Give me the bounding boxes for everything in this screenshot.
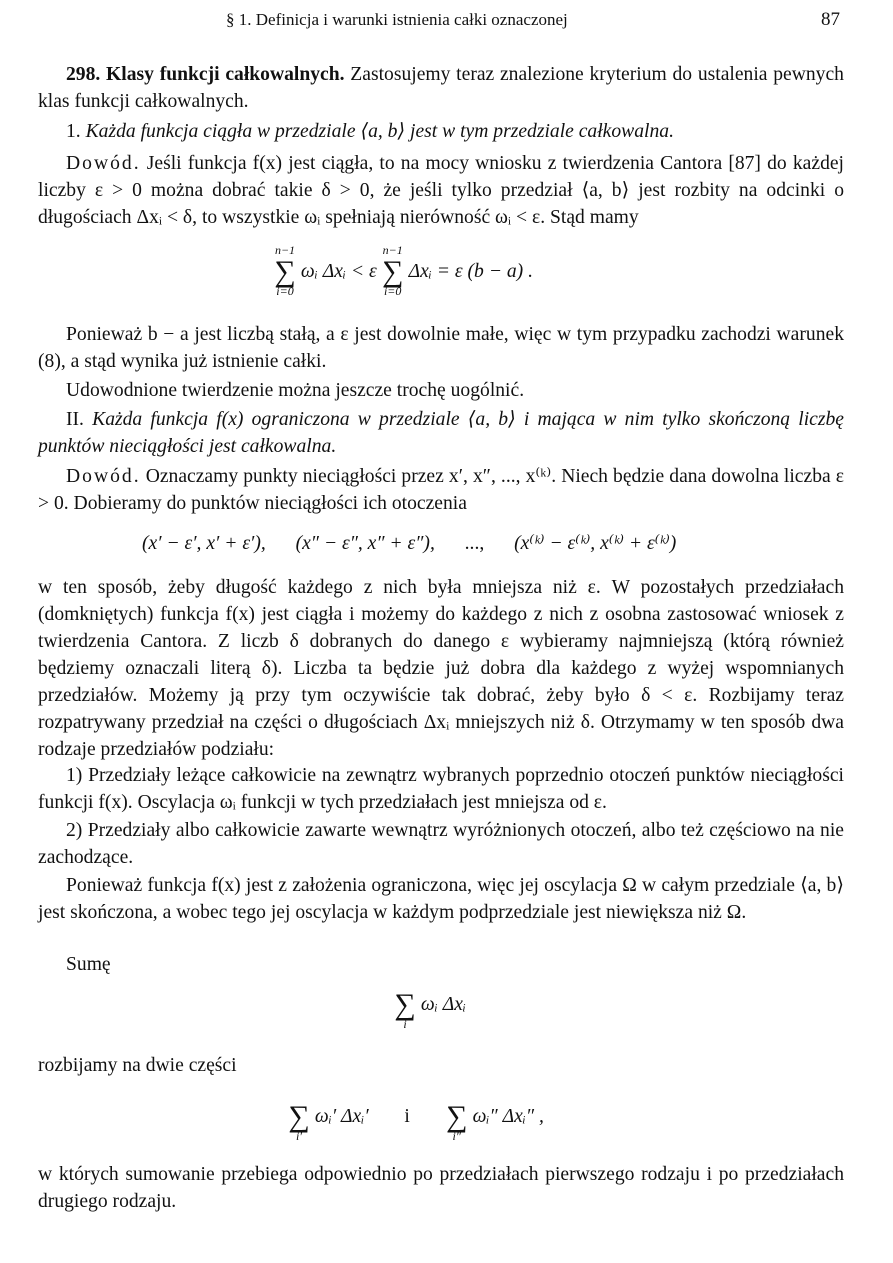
equation-2: [142, 530, 676, 557]
running-header: [38, 6, 844, 34]
equation-4-term2: ωᵢ″ Δxᵢ″ ,: [472, 1106, 544, 1127]
header-title: § 1. Definicja i warunki istnienia całki oznaczonej: [226, 10, 568, 29]
theorem-2-number: II.: [66, 409, 84, 430]
list-item-2: 2) Przedziały albo całkowicie zawarte wewnątrz wyróżnionych otoczeń, albo też częściowo na nie zachodzące.: [38, 820, 844, 868]
paragraph-split: rozbijamy na dwie części: [38, 1055, 237, 1076]
theorem-2: [38, 406, 844, 460]
theorem-2-text: Każda funkcja f(x) ograniczona w przedziale ⟨a, b⟩ i mająca w nim tylko skończoną liczbę punktów nieciągłości jest całkowalna.: [38, 409, 844, 457]
equation-1-term2: Δxᵢ = ε (b − a) .: [408, 261, 533, 282]
neighborhood-1: (x′ − ε′, x′ + ε′),: [142, 533, 266, 554]
sum-symbol: ∑ i: [394, 988, 416, 1031]
equation-4: [288, 1100, 544, 1143]
neighborhood-dots: ...,: [464, 533, 485, 554]
theorem-1: [38, 118, 844, 145]
book-page: [38, 6, 845, 1212]
section-intro-text: Zastosujemy teraz znalezione kryterium do ustalenia pewnych klas funkcji całkowalnych.: [38, 64, 844, 112]
paragraph-generalize: Udowodnione twierdzenie można jeszcze trochę uogólnić.: [66, 380, 525, 401]
sum-symbol: ∑ i′: [288, 1100, 310, 1143]
theorem-1-text: Każda funkcja ciągła w przedziale ⟨a, b⟩ jest w tym przedziale całkowalna.: [85, 121, 674, 142]
proof-1-text: Jeśli funkcja f(x) jest ciągła, to na mocy wniosku z twierdzenia Cantora [87] do każdej liczby ε > 0 można dobrać takie δ > 0, że jeśli tylko przedział ⟨a, b⟩ jest rozbity na odcinki o długościach Δxᵢ < δ, to wszystkie ωᵢ spełniają nierówność ωᵢ < ε. Stąd mamy: [38, 153, 845, 228]
paragraph-bounded: Ponieważ funkcja f(x) jest z założenia ograniczona, więc jej oscylacja Ω w całym przedziale ⟨a, b⟩ jest skończona, a wobec tego jej oscylacja w każdym podprzedziale jest niewiększa niż Ω.: [38, 875, 844, 923]
equation-1-term1: ωᵢ Δxᵢ < ε: [300, 261, 377, 282]
proof-1: [38, 150, 844, 231]
paragraph-long: w ten sposób, żeby długość każdego z nich była mniejsza niż ε. W pozostałych przedziałach (domkniętych) funkcja f(x) jest ciągła i możemy do każdego z nich z osobna zastosować wniosek z twierdzenia Cantora. Z liczb δ dobranych do danego ε wybieramy najmniejszą (którą również będziemy oznaczali literą δ). Liczba ta będzie już dobra dla każdego z wyżej wspomnianych przedziałów. Możemy ją przy tym oczywiście tak dobrać, żeby było δ < ε. Rozbijamy teraz rozpatrywany przedział na części o długościach Δxᵢ mniejszych niż δ. Otrzymamy w ten sposób dwa rodzaje przedziałów podziału:: [38, 577, 844, 760]
section-number: 298.: [66, 64, 101, 85]
neighborhood-2: (x″ − ε″, x″ + ε″),: [295, 533, 435, 554]
equation-3: [394, 988, 467, 1031]
paragraph-sum: Sumę: [66, 954, 111, 975]
sum-symbol: ∑ n−1 i=0: [381, 243, 404, 298]
equation-4-conjunction: i: [404, 1106, 410, 1127]
proof-2: [38, 463, 844, 517]
sum-symbol: ∑ i″: [445, 1100, 468, 1143]
theorem-1-number: 1.: [66, 121, 81, 142]
page-number: 87: [821, 9, 840, 30]
proof-2-text: Oznaczamy punkty nieciągłości przez x′, x″, ..., x⁽ᵏ⁾. Niech będzie dana dowolna liczba ε > 0. Dobieramy do punktów nieciągłości ich otoczenia: [38, 466, 844, 514]
proof-1-label: Dowód.: [66, 153, 141, 174]
equation-4-term1: ωᵢ′ Δxᵢ′: [314, 1106, 369, 1127]
paragraph-after-eq1: Ponieważ b − a jest liczbą stałą, a ε jest dowolnie małe, więc w tym przypadku zachodzi warunek (8), a stąd wynika już istnienie całki.: [38, 324, 844, 372]
list-item-1: 1) Przedziały leżące całkowicie na zewnątrz wybranych poprzednio otoczeń punktów nieciągłości funkcji f(x). Oscylacja ωᵢ funkcji w tych przedziałach jest mniejsza od ε.: [38, 765, 844, 813]
paragraph-final: w których sumowanie przebiega odpowiednio po przedziałach pierwszego rodzaju i po przedziałach drugiego rodzaju.: [38, 1164, 844, 1212]
proof-2-label: Dowód.: [66, 466, 141, 487]
equation-1: [274, 243, 533, 298]
section-intro: [38, 61, 844, 115]
equation-3-term: ωᵢ Δxᵢ: [420, 994, 467, 1015]
section-title: Klasy funkcji całkowalnych.: [106, 64, 345, 85]
sum-symbol: ∑ n−1 i=0: [274, 243, 296, 298]
neighborhood-k: (x⁽ᵏ⁾ − ε⁽ᵏ⁾, x⁽ᵏ⁾ + ε⁽ᵏ⁾): [514, 533, 677, 554]
